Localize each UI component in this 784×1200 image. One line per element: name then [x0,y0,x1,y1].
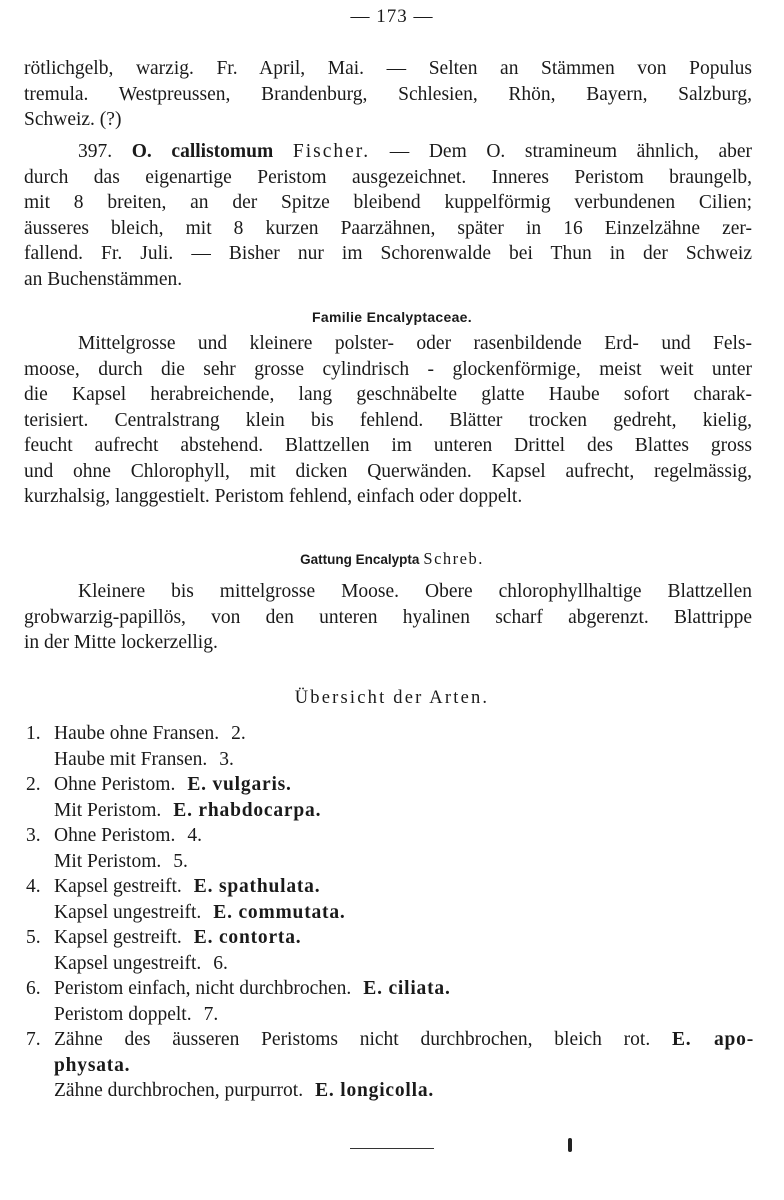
text-line: rötlichgelb, warzig. Fr. April, Mai. — Selten an Stämmen von Populus [24,58,752,79]
species-name: E. commutata. [213,901,346,923]
key-reference: 3. [219,748,234,770]
species-name: E. spathulata. [193,876,321,897]
key-text: Ohne Peristom. [54,774,176,795]
key-title: Übersicht der Arten. [294,688,490,708]
key-number: 6. [26,978,41,999]
key-number: 4. [26,876,41,897]
text-line: moose, durch die sehr grosse cylindrisch - glockenförmige, meist weit unter [24,358,752,380]
text-line: fallend. Fr. Juli. — Bisher nur im Schorenwalde bei Thun in der Schweiz [24,243,752,264]
key-number: 7. [26,1029,41,1050]
text-line: Kleinere bis mittelgrosse Moose. Obere chlorophyllhaltige Blattzellen [78,581,752,602]
paragraph-continuation [24,56,752,133]
key-reference: 5. [173,850,188,872]
key-text: Kapsel gestreift. [54,927,182,948]
key-reference: 2. [231,723,246,744]
key-reference: 4. [187,825,202,846]
genus-heading-label: Gattung Encalypta [300,552,420,567]
genus-description [24,579,752,656]
species-name: E. apo- [671,1029,755,1050]
text-line: Schweiz. (?) [24,109,122,130]
key-text: Haube ohne Fransen. [54,723,220,744]
text-line: in der Mitte lockerzellig. [24,632,218,653]
key-row-wrapping-line [54,1027,754,1053]
species-name: E. longicolla. [315,1080,435,1101]
text-line: Mittelgrosse und kleinere polster- oder rasenbildende Erd- und Fels- [78,333,752,354]
key-number: 3. [26,825,41,846]
key-text: Kapsel ungestreift. [54,952,202,974]
key-text: Mit Peristom. [54,799,162,821]
key-text: Ohne Peristom. [54,825,176,846]
key-number: 5. [26,927,41,948]
family-description [24,331,752,510]
text-line: durch das eigenartige Peristom ausgezeichnet. Inneres Peristom braungelb, [24,166,752,188]
text-line: terisiert. Centralstrang klein bis fehlend. Blätter trocken gedreht, kielig, [24,409,752,431]
key-text: Kapsel gestreift. [54,876,182,897]
species-name: E. ciliata. [363,978,451,999]
text-line: mit 8 breiten, an der Spitze bleibend kuppelförmig verbundenen Cilien; [24,192,752,213]
key-text: Zähne des äusseren Peristoms nicht durchbrochen, bleich rot. [54,1029,651,1050]
page-number: — 173 — [350,6,434,27]
key-reference: 7. [203,1003,219,1025]
species-name-continuation: physata. [54,1054,131,1076]
species-author: Fischer. [292,141,371,162]
text-segment: — Dem O. stramineum ähnlich, aber [389,141,753,162]
key-text: Peristom einfach, nicht durchbrochen. [54,978,352,999]
text-line: feucht aufrecht abstehend. Blattzellen im unteren Drittel des Blattes gross [24,435,752,456]
text-line: tremula. Westpreussen, Brandenburg, Schlesien, Rhön, Bayern, Salzburg, [24,83,752,105]
text-line: und ohne Chlorophyll, mit dicken Querwänden. Kapsel aufrecht, regelmässig, [24,460,752,482]
species-name: E. contorta. [193,927,302,948]
text-line: kurzhalsig, langgestielt. Peristom fehlend, einfach oder doppelt. [24,486,523,507]
species-entry-first-line [24,139,752,165]
entry-number: 397. [78,141,113,162]
key-text: Haube mit Fransen. [54,748,208,770]
end-rule [350,1148,434,1149]
text-line: grobwarzig-papillös, von den unteren hyalinen scharf abgerenzt. Blattrippe [24,606,752,628]
species-entry-397 [24,139,752,292]
species-name: E. vulgaris. [187,774,292,795]
genus-heading [0,549,784,569]
text-line: äusseres bleich, mit 8 kurzen Paarzähnen, später in 16 Einzelzähne zer- [24,217,752,239]
genus-heading-author: Schreb. [423,549,484,568]
key-text: Mit Peristom. [54,850,162,872]
genus-abbreviation: O. [131,141,152,162]
text-line: an Buchenstämmen. [24,268,183,290]
print-speck [568,1138,572,1152]
key-text: Kapsel ungestreift. [54,901,202,923]
key-number: 2. [26,774,41,795]
species-name: E. rhabdocarpa. [173,799,322,821]
family-heading: Familie Encalyptaceae. [312,309,472,325]
key-text: Zähne durchbrochen, purpurrot. [54,1080,304,1101]
key-reference: 6. [213,952,228,974]
text-line: die Kapsel herabreichende, lang geschnäbelte glatte Haube sofort charak- [24,384,752,405]
key-number: 1. [26,723,41,744]
species-name: callistomum [171,141,274,162]
key-text: Peristom doppelt. [54,1003,192,1025]
